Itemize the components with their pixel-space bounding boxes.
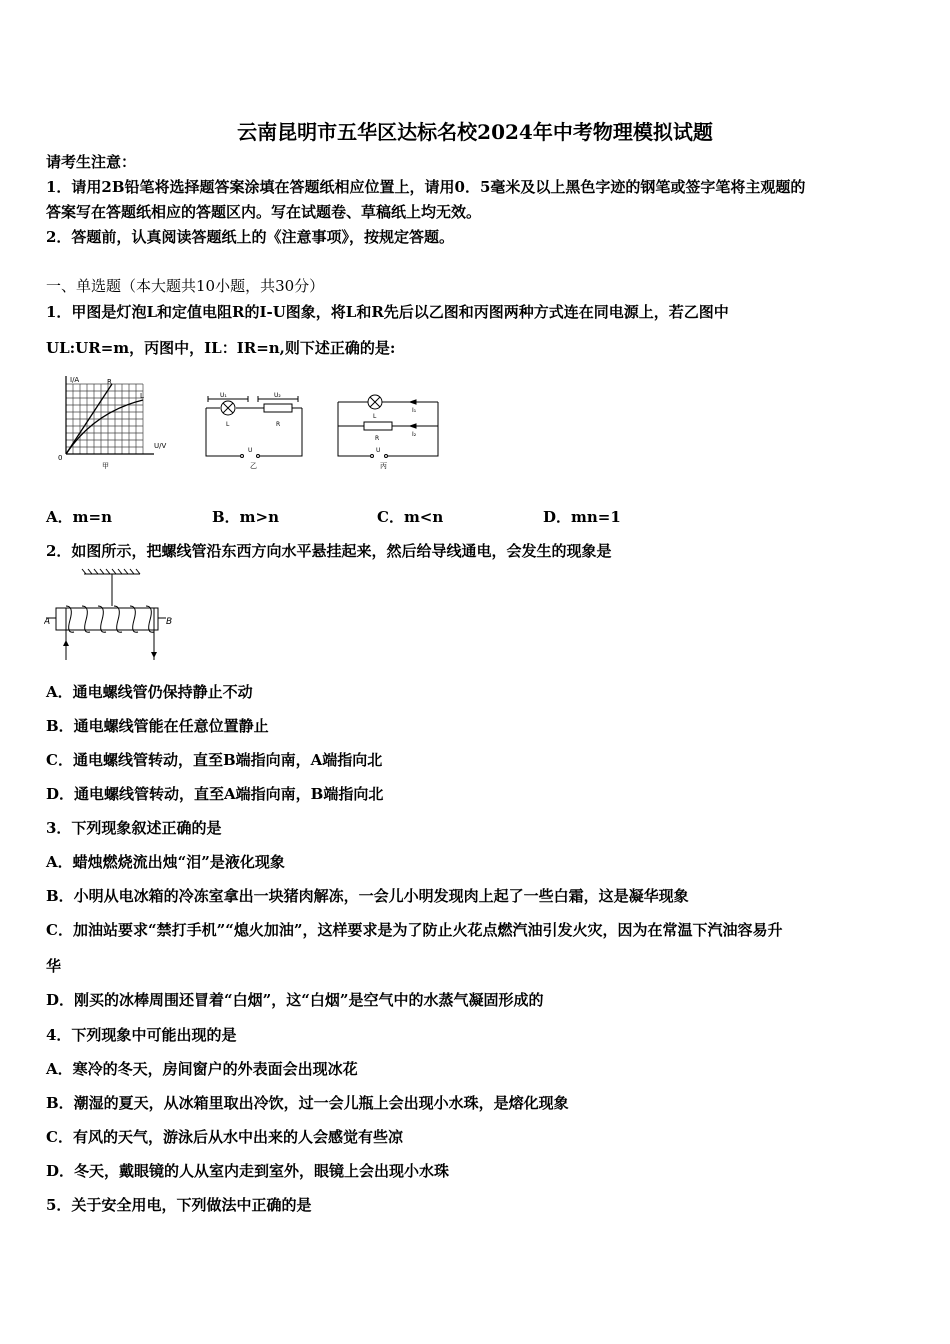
question-stem: 4．下列现象中可能出现的是 bbox=[46, 1026, 237, 1044]
option-c: C．通电螺线管转动，直至B端指向南，A端指向北 bbox=[46, 751, 383, 769]
parallel-l-label: L bbox=[373, 413, 377, 420]
page-title: 云南昆明市五华区达标名校2024年中考物理模拟试题 bbox=[237, 120, 713, 144]
question-stem: 1．甲图是灯泡L和定值电阻R的I-U图象，将L和R先后以乙图和丙图两种方式连在同电源上，若乙图中 bbox=[46, 303, 729, 321]
option-d: D．刚买的冰棒周围还冒着“白烟”，这“白烟”是空气中的水蒸气凝固形成的 bbox=[46, 991, 544, 1009]
series-r-label: R bbox=[276, 421, 281, 428]
graph-origin-label: 0 bbox=[58, 454, 63, 462]
question-stem: 3．下列现象叙述正确的是 bbox=[46, 819, 222, 837]
graph-caption: 甲 bbox=[102, 462, 109, 470]
option-c: C．m<n bbox=[377, 508, 444, 526]
notice-line: 2．答题前，认真阅读答题纸上的《注意事项》，按规定答题。 bbox=[46, 228, 454, 246]
solenoid-end-a: A bbox=[44, 617, 51, 627]
graph-curve-r-label: L bbox=[140, 392, 144, 400]
solenoid-end-b: B bbox=[166, 617, 173, 627]
option-b: B．通电螺线管能在任意位置静止 bbox=[46, 717, 269, 735]
graph-x-label: U/V bbox=[154, 442, 167, 450]
graph-y-label: I/A bbox=[70, 376, 80, 384]
solenoid-figure bbox=[44, 566, 180, 664]
section-heading: 一、单选题（本大题共10小题，共30分） bbox=[46, 277, 325, 295]
question-stem: 2．如图所示，把螺线管沿东西方向水平悬挂起来，然后给导线通电，会发生的现象是 bbox=[46, 542, 612, 560]
option-c: C．有风的天气，游泳后从水中出来的人会感觉有些凉 bbox=[46, 1128, 403, 1146]
notice-line: 1．请用2B铅笔将选择题答案涂填在答题纸相应位置上，请用0．5毫米及以上黑色字迹的钢笔或签字笔将主观题的 bbox=[46, 178, 806, 196]
notice-line: 答案写在答题纸相应的答题区内。写在试题卷、草稿纸上均无效。 bbox=[46, 203, 482, 221]
parallel-circuit-figure bbox=[330, 388, 446, 472]
parallel-ir-label: I₂ bbox=[412, 431, 417, 438]
notice-heading: 请考生注意： bbox=[46, 153, 137, 171]
parallel-r-label: R bbox=[375, 435, 380, 442]
series-ul-label: U₁ bbox=[220, 392, 227, 399]
option-c-continued: 华 bbox=[46, 957, 62, 975]
parallel-il-label: I₁ bbox=[412, 407, 417, 414]
series-ur-label: U₂ bbox=[274, 392, 281, 399]
option-b: B．小明从电冰箱的冷冻室拿出一块猪肉解冻，一会儿小明发现肉上起了一些白霜，这是凝华现象 bbox=[46, 887, 689, 905]
option-b: B．潮湿的夏天，从冰箱里取出冷饮，过一会儿瓶上会出现小水珠，是熔化现象 bbox=[46, 1094, 569, 1112]
option-d: D．通电螺线管转动，直至A端指向南，B端指向北 bbox=[46, 785, 384, 803]
option-a: A．通电螺线管仍保持静止不动 bbox=[46, 683, 253, 701]
graph-curve-l-label: R bbox=[107, 378, 112, 386]
option-c: C．加油站要求“禁打手机”“熄火加油”，这样要求是为了防止火花点燃汽油引发火灾，因为在常温下汽油容易升 bbox=[46, 921, 783, 939]
iu-graph-figure bbox=[54, 372, 176, 472]
question-stem: 5．关于安全用电，下列做法中正确的是 bbox=[46, 1196, 312, 1214]
option-a: A．m=n bbox=[46, 508, 112, 526]
series-circuit-figure bbox=[198, 388, 310, 472]
option-a: A．寒冷的冬天，房间窗户的外表面会出现冰花 bbox=[46, 1060, 358, 1078]
parallel-caption: 丙 bbox=[380, 462, 387, 470]
option-b: B．m>n bbox=[212, 508, 280, 526]
option-d: D．mn=1 bbox=[543, 508, 621, 526]
series-source-label: U bbox=[248, 447, 253, 454]
parallel-source-label: U bbox=[376, 447, 381, 454]
series-l-label: L bbox=[226, 421, 230, 428]
option-d: D．冬天，戴眼镜的人从室内走到室外，眼镜上会出现小水珠 bbox=[46, 1162, 450, 1180]
series-caption: 乙 bbox=[250, 462, 257, 470]
option-a: A．蜡烛燃烧流出烛“泪”是液化现象 bbox=[46, 853, 285, 871]
question-stem: UL:UR=m，丙图中，IL：IR=n,则下述正确的是: bbox=[46, 339, 396, 357]
